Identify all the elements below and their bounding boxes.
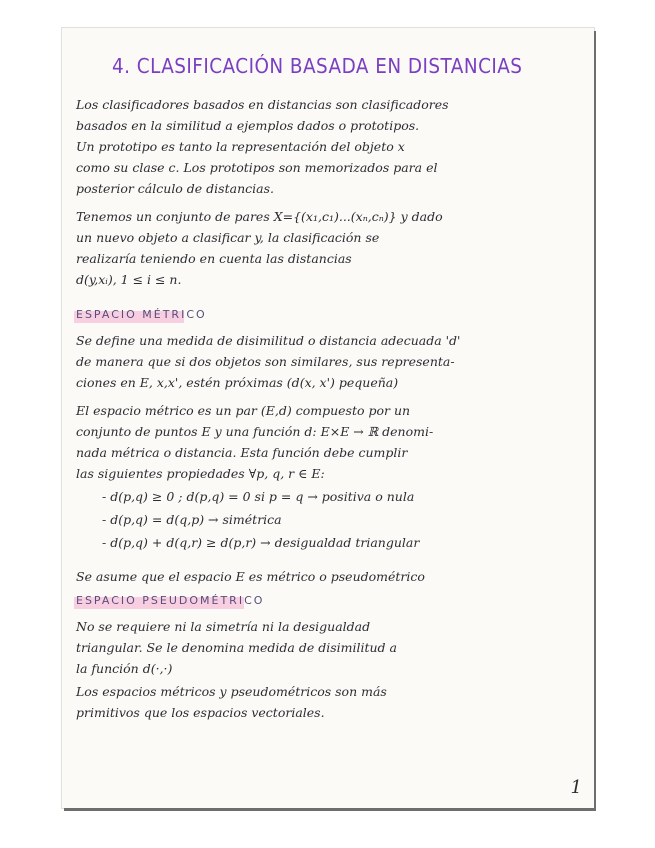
- text-line: primitivos que los espacios vectoriales.: [76, 705, 325, 720]
- text-line: d(y,xᵢ), 1 ≤ i ≤ n.: [76, 272, 182, 287]
- text-line: de manera que si dos objetos son similares, sus representa-: [76, 354, 455, 369]
- property-item: - d(p,q) + d(q,r) ≥ d(p,r) → desigualdad triangular: [102, 535, 420, 550]
- property-item: - d(p,q) ≥ 0 ; d(p,q) = 0 si p = q → positiva o nula: [102, 489, 415, 504]
- text-line: El espacio métrico es un par (E,d) compuesto por un: [76, 403, 411, 418]
- text-line: triangular. Se le denomina medida de disimilitud a: [76, 640, 397, 655]
- text-line: la función d(·,·): [76, 661, 173, 676]
- text-line: posterior cálculo de distancias.: [76, 181, 274, 196]
- text-line: basados en la similitud a ejemplos dados o prototipos.: [76, 118, 420, 133]
- text-line: realizaría teniendo en cuenta las distancias: [76, 251, 352, 266]
- text-line: conjunto de puntos E y una función d: E×E → ℝ denomi-: [76, 424, 434, 439]
- notebook-page: [62, 28, 594, 808]
- property-item: - d(p,q) = d(q,p) → simétrica: [102, 512, 282, 527]
- text-line: ciones en E, x,x', estén próximas (d(x, x') pequeña): [76, 375, 399, 390]
- text-line: Los clasificadores basados en distancias son clasificadores: [76, 97, 449, 112]
- text-line: nada métrica o distancia. Esta función debe cumplir: [76, 445, 408, 460]
- section-heading-pseudometric-space: ESPACIO PSEUDOMÉTRICO: [76, 594, 265, 607]
- text-line: Se define una medida de disimilitud o distancia adecuada 'd': [76, 333, 461, 348]
- text-line: Los espacios métricos y pseudométricos son más: [76, 684, 387, 699]
- text-line: las siguientes propiedades ∀p, q, r ∈ E:: [76, 466, 325, 481]
- text-line: Tenemos un conjunto de pares X={(x₁,c₁)...(xₙ,cₙ)} y dado: [76, 209, 443, 224]
- section-heading-metric-space: ESPACIO MÉTRICO: [76, 308, 207, 321]
- text-line: como su clase c. Los prototipos son memorizados para el: [76, 160, 438, 175]
- page-number: 1: [570, 777, 582, 798]
- text-line: un nuevo objeto a clasificar y, la clasificación se: [76, 230, 380, 245]
- text-line: No se requiere ni la simetría ni la desigualdad: [76, 619, 371, 634]
- page-title: 4. CLASIFICACIÓN BASADA EN DISTANCIAS: [112, 54, 523, 78]
- paragraph-assumption: Se asume que el espacio E es métrico o pseudométrico: [76, 569, 425, 584]
- text-line: Un prototipo es tanto la representación del objeto x: [76, 139, 405, 154]
